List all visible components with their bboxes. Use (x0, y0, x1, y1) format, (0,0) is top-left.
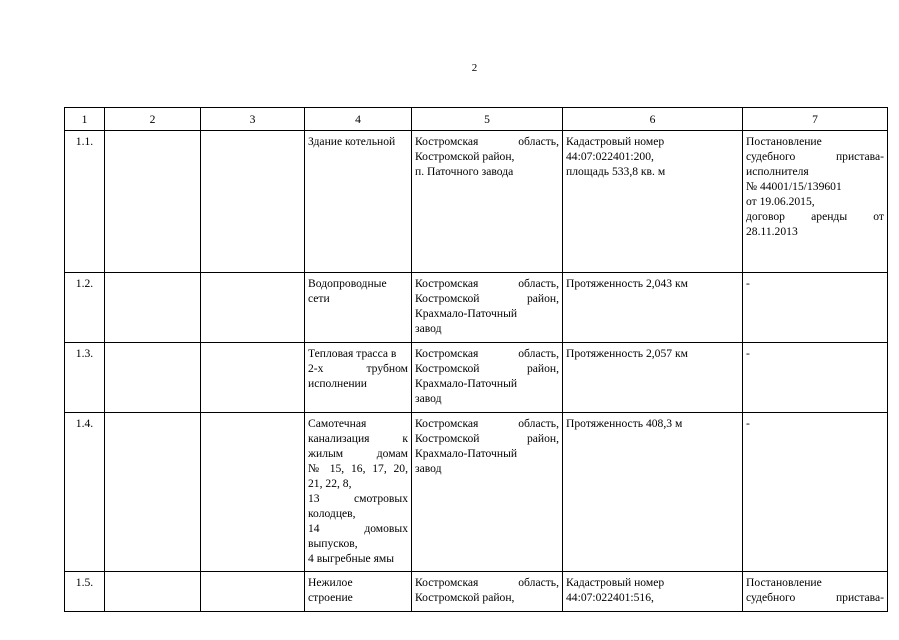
basis-cell (743, 343, 888, 413)
basis-line: Постановление (746, 135, 822, 148)
basis-line: - (746, 417, 750, 430)
object-name-line: сети (308, 292, 330, 305)
address-line: п. Паточного завода (415, 165, 514, 178)
address-line: Костромская область, (415, 576, 559, 589)
object-name-line: 2-х трубном (308, 362, 408, 375)
details-cell (563, 131, 743, 273)
basis-line: - (746, 347, 750, 360)
table-row (65, 572, 888, 612)
details-cell (563, 343, 743, 413)
details-line: 44:07:022401:200, (566, 150, 654, 163)
address-line: Крахмало-Паточный (415, 447, 518, 460)
table-row (65, 413, 888, 572)
basis-cell (743, 273, 888, 343)
cell-col2 (105, 413, 201, 572)
address-line: Костромская область, (415, 347, 559, 360)
address-line: Костромской район, (415, 591, 515, 604)
object-name-cell (305, 273, 412, 343)
column-header-3: 3 (201, 108, 305, 131)
address-line: завод (415, 462, 442, 475)
basis-line: исполнителя (746, 165, 809, 178)
basis-line: Постановление (746, 576, 822, 589)
row-number: 1.5. (65, 572, 105, 612)
address-cell (412, 572, 563, 612)
details-line: Кадастровый номер (566, 135, 665, 148)
details-line: 44:07:022401:516, (566, 591, 654, 604)
basis-line: от 19.06.2015, (746, 195, 815, 208)
table-header-row (65, 108, 888, 131)
address-line: Костромской район, (415, 150, 515, 163)
details-line: Кадастровый номер (566, 576, 665, 589)
object-name-line: Здание котельной (308, 135, 396, 148)
object-name-line: колодцев, (308, 507, 356, 520)
address-line: завод (415, 322, 442, 335)
column-header-2: 2 (105, 108, 201, 131)
column-header-7: 7 (743, 108, 888, 131)
address-line: Костромская область, (415, 135, 559, 148)
details-cell (563, 413, 743, 572)
object-name-line: Самотечная (308, 417, 367, 430)
object-name-line: Водопроводные (308, 277, 387, 290)
column-header-5: 5 (412, 108, 563, 131)
address-cell (412, 343, 563, 413)
object-name-line: жилым домам (308, 447, 408, 460)
address-line: Костромской район, (415, 362, 559, 375)
object-name-line: выпусков, (308, 537, 358, 550)
basis-line: судебного пристава- (746, 150, 884, 163)
column-header-1: 1 (65, 108, 105, 131)
table-row (65, 273, 888, 343)
details-line: Протяженность 408,3 м (566, 417, 683, 430)
details-line: площадь 533,8 кв. м (566, 165, 666, 178)
address-line: Крахмало-Паточный (415, 307, 518, 320)
object-name-line: № 15, 16, 17, 20, (308, 462, 408, 475)
row-number: 1.4. (65, 413, 105, 572)
row-number: 1.1. (65, 131, 105, 273)
cell-col2 (105, 572, 201, 612)
basis-cell (743, 131, 888, 273)
address-line: Костромская область, (415, 417, 559, 430)
basis-line: 28.11.2013 (746, 225, 798, 238)
object-name-line: Тепловая трасса в (308, 347, 397, 360)
basis-line: договор аренды от (746, 210, 884, 223)
cell-col3 (201, 343, 305, 413)
object-name-cell (305, 131, 412, 273)
cell-col2 (105, 131, 201, 273)
table-row (65, 343, 888, 413)
address-line: Костромская область, (415, 277, 559, 290)
address-cell (412, 413, 563, 572)
object-name-line: исполнении (308, 377, 367, 390)
column-header-6: 6 (563, 108, 743, 131)
object-name-line: канализация к (308, 432, 408, 445)
address-cell (412, 131, 563, 273)
details-cell (563, 273, 743, 343)
row-number: 1.3. (65, 343, 105, 413)
address-line: завод (415, 392, 442, 405)
table-row (65, 131, 888, 273)
object-name-line: 21, 22, 8, (308, 477, 352, 490)
basis-line: судебного пристава- (746, 591, 884, 604)
address-cell (412, 273, 563, 343)
address-line: Костромской район, (415, 432, 559, 445)
page-number: 2 (471, 62, 478, 74)
details-line: Протяженность 2,043 км (566, 277, 688, 290)
property-registry-table (64, 107, 888, 612)
address-line: Костромской район, (415, 292, 559, 305)
details-line: Протяженность 2,057 км (566, 347, 688, 360)
object-name-line: Нежилое (308, 576, 353, 589)
object-name-line: 14 домовых (308, 522, 408, 535)
address-line: Крахмало-Паточный (415, 377, 518, 390)
cell-col2 (105, 343, 201, 413)
cell-col3 (201, 572, 305, 612)
details-cell (563, 572, 743, 612)
cell-col3 (201, 413, 305, 572)
object-name-line: строение (308, 591, 353, 604)
cell-col3 (201, 273, 305, 343)
cell-col3 (201, 131, 305, 273)
object-name-line: 13 смотровых (308, 492, 408, 505)
cell-col2 (105, 273, 201, 343)
object-name-cell (305, 413, 412, 572)
object-name-cell (305, 572, 412, 612)
basis-cell (743, 572, 888, 612)
basis-line: № 44001/15/139601 (746, 180, 842, 193)
object-name-cell (305, 343, 412, 413)
basis-line: - (746, 277, 750, 290)
object-name-line: 4 выгребные ямы (308, 552, 395, 565)
row-number: 1.2. (65, 273, 105, 343)
basis-cell (743, 413, 888, 572)
column-header-4: 4 (305, 108, 412, 131)
